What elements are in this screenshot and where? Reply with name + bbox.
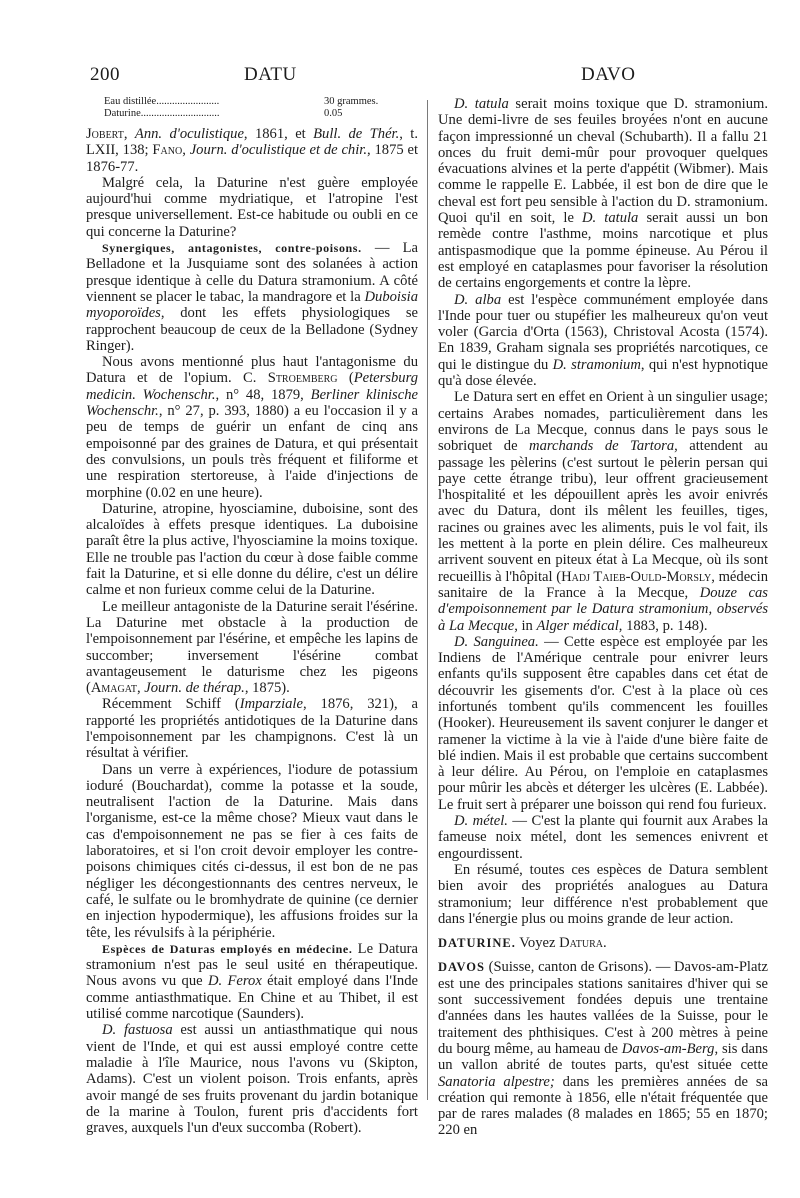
journal-title: Ann. d'oculistique xyxy=(134,126,244,142)
species-name: D. stramonium xyxy=(552,356,641,373)
paragraph-malgre: Malgré cela, la Daturine n'est guère employée aujourd'hui comme mydriatique, et l'atropine l'est presque universellement. Est-ce habitude ou oubli en ce qui concerne la Daturine? xyxy=(86,174,418,240)
formula-quantity: 30 grammes. xyxy=(324,96,379,107)
text-run: serait moins toxique que D. stramonium. Une demi-livre de ses feuiles broyées n'ont en aucune façon impressionné un cheval (Schubarth). Il a fallu 21 onces du fruit demi-mûr pour provoquer quelques évacuations alvines et la perte d'appétit (Wibmer). Mais comme le rappelle E. Labbée, il est bon de dire que le cheval est fort peu sensible à l'action du D. stramonium. Quoi qu'il en soit, le xyxy=(438,96,768,227)
journal-title: Journ. d'oculistique et de chir. xyxy=(189,142,367,159)
text-run: — La Belladone et la Jusquiame sont des solanées à action presque identique à celle du Datura stramonium. A côté viennent se placer le tabac, la mandragore et la xyxy=(86,240,418,305)
paragraph-tatula xyxy=(438,96,768,292)
author-name: Hadj Taieb-Ould-Morsly xyxy=(561,568,712,585)
journal-title: Bull. de Thér. xyxy=(313,126,400,142)
text-run: Le Datura sert en effet en Orient à un singulier usage; certains Arabes nomades, particulièrement dans les environs de La Mecque, connus dans le pays sous le sobriquet de xyxy=(438,389,768,455)
text-run: , in xyxy=(514,617,537,634)
text-run: — C'est la plante qui fournit aux Arabes la fameuse noix métel, dont les semences enivrent et engourdissent. xyxy=(438,813,768,862)
paragraph-orient xyxy=(438,389,768,633)
author-name: Amagat xyxy=(90,680,137,697)
text-run: , 1883, p. 148). xyxy=(618,617,708,634)
formula-quantity: 0.05 xyxy=(324,108,343,119)
entry-headword: DAVOS xyxy=(438,960,485,975)
paragraph-sanguinea xyxy=(438,634,768,813)
species-name: D. métel. xyxy=(454,813,508,830)
paragraph-especes xyxy=(86,941,418,1022)
text-run: , xyxy=(123,126,135,142)
formula-table xyxy=(86,96,418,120)
formula-ingredient: Daturine.............................. xyxy=(104,108,220,119)
formula-row xyxy=(86,108,418,120)
formula-row xyxy=(86,96,418,108)
journal-title: Petersburg medicin. Wochenschr. xyxy=(86,370,419,403)
paragraph-resume: En résumé, toutes ces espèces de Datura semblent bien avoir des propriétés analogues au Datura stramonium; leur différence n'est probablement que dans l'énergie plus ou moins grande de leur action. xyxy=(438,861,768,927)
cross-reference: Datura. xyxy=(559,935,607,952)
section-heading: Synergiques, antagonistes, contre-poisons. xyxy=(102,241,362,256)
place-name: Sanatoria alpestre; xyxy=(438,1073,555,1090)
left-column xyxy=(86,96,418,1136)
text-run: , n° 48, 1879, xyxy=(215,386,311,403)
text-run: — Cette espèce est employée par les Indiens de l'Amérique centrale pour enivrer leurs enfants qu'ils supposent être capables dans cet état de découvrir les gisements d'or. C'est à la place où ces infortunés tombent qu'ils commencent les fouilles (Hooker). Heureusement ils savent conjurer le danger et ramener la victime à la vie à l'aide d'une bière faite de blé indien. Mais il est probable que certains succombent à leur délire. Au Pérou, on l'emploie en cataplasmes pour mûrir les abcès et déterger les ulcères (E. Labbée). Le fruit sert à préparer une boisson qui rend fou furieux. xyxy=(438,633,768,813)
entry-davos xyxy=(438,959,768,1138)
text-run: était employé dans l'Inde comme antiasthmatique. En Chine et au Thibet, il est utilisé comme narcotique (Saunders). xyxy=(86,973,418,1023)
right-column xyxy=(438,96,768,1139)
text-run: , 1875). xyxy=(244,680,290,697)
author-name: Jobert xyxy=(86,126,124,142)
text-run: Le meilleur antagoniste de la Daturine serait l'ésérine. La Daturine met obstacle à la production de l'empoisonnement par l'ésérine, et empêche les lapins de succomber; inversement l'ésérine combat avantageusement le daturisme chez les pigeons ( xyxy=(86,598,418,697)
author-name: Fano xyxy=(152,142,183,159)
species-name: D. alba xyxy=(454,291,502,308)
text-run: Nous avons mentionné plus haut l'antagonisme du Datura et de l'opium. C. xyxy=(86,354,418,387)
paragraph-schiff xyxy=(86,696,418,761)
text-run: , attendent au passage les pèlerins (c'est surtout le pèlerin persan qui paye cette étrange tribu), leur offrent gracieusement l'hospitalité et les dépouillent après les avoir enivrés avec du Datura, dont ils mêlent les feuilles, tiges, racines ou graines avec les aliments, puis le vol fait, ils les mettent à la porte en plein délire. Ces malheureux arrivent souvent en piteux état à La Mecque, où ils sont recueillis à l'hôpital ( xyxy=(438,438,768,585)
paragraph-opium xyxy=(86,354,418,501)
running-head-left: DATU xyxy=(244,64,297,85)
text-run: Le Datura stramonium n'est pas le seul usité en thérapeutique. Nous avons vu que xyxy=(86,940,418,990)
text-run: est l'espèce communément employée dans l'Inde pour tuer ou stupéfier les malheureux qu'on veut voler (Garcia d'Orta (1563), Christoval Acosta (1574). En 1839, Graham signala ses propriétés narcotiques, ce qui le distingue du xyxy=(438,291,769,373)
text-run: , 1876, 321), a rapporté les propriétés antidotiques de la Daturine dans l'empoisonnement par les champignons. C'est là un résultat à vérifier. xyxy=(86,696,418,762)
text-run: , xyxy=(182,142,190,159)
species-name: D. tatula xyxy=(582,210,639,227)
text-run: , sis dans un vallon abrité de toutes parts, qu'est située cette xyxy=(438,1040,768,1074)
text-run: , xyxy=(136,680,145,697)
text-run: Voyez xyxy=(515,935,560,952)
paragraph-synergiques xyxy=(86,240,418,354)
section-heading: Espèces de Daturas employés en médecine. xyxy=(102,941,353,956)
journal-title: Berliner klinische Wochenschr. xyxy=(86,386,418,420)
text-run: serait aussi un bon remède contre l'asthme, moins narcotique et plus antispasmodique que la pomme épineuse. Au Pérou il est employé en cataplasmes pour favoriser la résolution de certains engorgements et contre la lèpre. xyxy=(438,210,768,292)
text-run: , 1875 et 1876-77. xyxy=(86,142,419,175)
formula-ingredient: Eau distillée........................ xyxy=(104,96,220,107)
text-run: , qui n'est hypnotique qu'à dose élevée. xyxy=(438,356,768,390)
references-paragraph xyxy=(86,126,418,175)
text-run: , n° 27, p. 393, 1880) a eu l'occasion il y a peu de temps de guérir un enfant de cinq ans empoisonné par des graines de Datura, et qui présentait des convulsions, un pouls très fréquent et filiforme et une respiration stertoreuse, à l'aide d'injections de morphine (0.02 en une heure). xyxy=(86,403,418,501)
species-name: D. Ferox xyxy=(207,973,262,990)
text-run: est aussi un antiasthmatique qui nous vient de l'Inde, et qui est aussi employé contre cette maladie à l'île Maurice, nous l'avons vu (Skipton, Adams). C'est un violent poison. Trois enfants, après avoir mangé de ses fruits provenant du jardin botanique de la marine à Toulon, furent pris d'accidents fort graves, auxquels l'un d'eux succomba (Robert). xyxy=(86,1022,418,1137)
entry-daturine xyxy=(438,935,768,951)
text-run: Récemment Schiff ( xyxy=(102,696,240,713)
column-divider xyxy=(427,100,428,1100)
text-run: , 1861, et xyxy=(243,126,314,142)
paragraph-metel xyxy=(438,813,768,862)
running-head-right: DAVO xyxy=(581,64,636,85)
entry-headword: DATURINE. xyxy=(438,936,516,951)
paragraph-alba xyxy=(438,292,768,390)
species-name: D. fastuosa xyxy=(102,1022,173,1039)
journal-title: Journ. de thérap. xyxy=(144,680,245,697)
text-run: , médecin sanitaire de la France à la Mecque, xyxy=(438,568,769,601)
page-number: 200 xyxy=(90,64,120,85)
species-name: Duboisia myoporoïdes xyxy=(86,288,418,322)
paragraph-eserine xyxy=(86,599,418,697)
species-name: D. tatula xyxy=(454,96,509,112)
text-run: dans les premières années de sa création qui remonte à 1856, elle n'était fréquentée que par de rares malades (8 malades en 1865; 55 en 1870; 220 en xyxy=(438,1073,768,1139)
paragraph-fastuosa xyxy=(86,1022,418,1136)
text-run: , dont les effets physiologiques se rapprochent beaucoup de ceux de la Belladone (Sydney Ringer). xyxy=(86,305,418,354)
journal-title: Alger médical xyxy=(536,617,619,634)
text-run: (Suisse, canton de Grisons). — Davos-am-Platz est une des principales stations sanitaires d'hiver qui se sont successivement fondées depuis une trentaine d'années dans les hautes vallées de la Suisse, pour le traitement des phthisiques. C'est à 200 mètres à peine du bourg même, au hameau de xyxy=(438,959,768,1057)
article-title: Douze cas d'empoisonnement par le Datura stramonium, observés à La Mecque xyxy=(438,584,768,634)
emphasis-text: marchands de Tartora xyxy=(529,438,675,455)
journal-title: Imparziale xyxy=(239,696,303,713)
place-name: Davos-am-Berg xyxy=(621,1040,715,1057)
text-run: , t. LXII, 138; xyxy=(86,126,419,159)
paragraph-alcaloides: Daturine, atropine, hyosciamine, duboisine, sont des alcaloïdes à effets presque identiques. La duboisine paraît être la plus active, l'hyosciamine la moins toxique. Elle ne trouble pas l'action du cœur à dose faible comme fait la Daturine, et si elle donne du délire, c'est un délire calme et non furieux comme celui de la Daturine. xyxy=(86,500,418,599)
author-name: Stroemberg xyxy=(267,370,338,387)
paragraph-iodure: Dans un verre à expériences, l'iodure de potassium ioduré (Bouchardat), comme la potasse et la soude, neutralisent l'action de la Daturine. Mais dans l'organisme, est-ce la même chose? Mieux vaut dans le cas d'empoisonnement ne pas se fier à ces faits de laboratoires, et si l'on croit devoir employer les contre-poisons chimiques cités ci-dessus, il est bon de ne pas négliger les décongestionnants des centres nerveux, le café, le sulfate ou le bromhydrate de quinine (ce dernier en injection hypodermique), les affusions froides sur la tête, les révulsifs à la périphérie. xyxy=(86,761,418,941)
species-name: D. Sanguinea. xyxy=(454,633,539,650)
text-run: ( xyxy=(337,370,354,387)
